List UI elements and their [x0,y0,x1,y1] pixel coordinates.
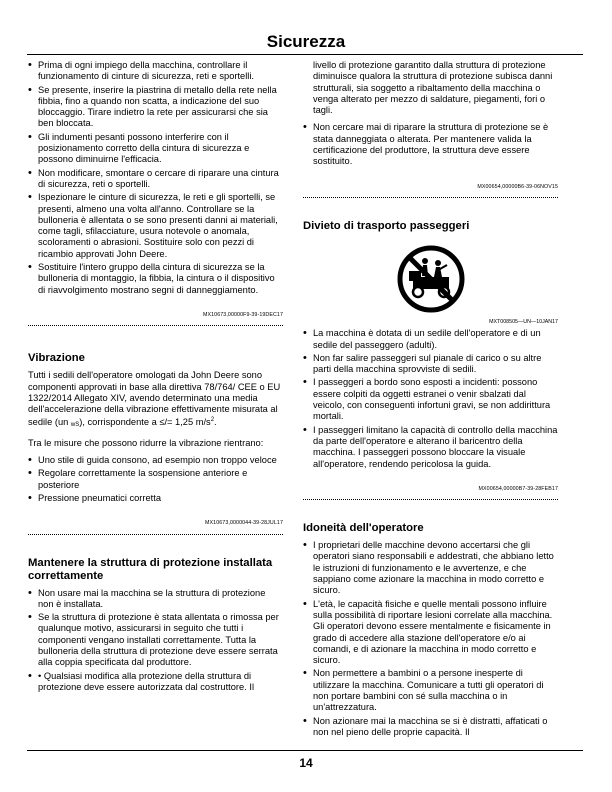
list-item: • Non far salire passeggeri sul pianale di carico o su altre parti della macchina sprovviste di sedili. [303,353,558,376]
section-heading-vibration: Vibrazione [28,352,85,365]
list-item: • Se la struttura di protezione è stata allentata o rimossa per qualunque motivo, assicurarsi in seguito che tutti i componenti vengano installati correttamente. Tutta la bulloneria della struttura di protezione deve essere serrata alla coppia specificata dal produttore. [28,612,283,668]
list-item: • • Qualsiasi modifica alla protezione della struttura di protezione deve essere autorizzata dal costruttore. Il [28,671,283,694]
no-passengers-icon [391,243,471,315]
list-item: • Uno stile di guida consono, ad esempio non troppo veloce [28,455,283,466]
vibration-bullet-list [28,455,283,504]
footer-divider [27,750,583,751]
list-item: • Ispezionare le cinture di sicurezza, le reti e gli sportelli, se presenti, almeno una volta all'anno. Controllare se la bulloneria è allentata o se sono presenti danni ai materiali, come tagli, sfilacciature, usura notevole o anomala, scoloramenti o abrasioni. Sostituire solo con pezzi di ricambio approvati John Deere. [28,192,283,260]
seatbelt-bullet-list [28,60,283,296]
vibration-text-tail: . [214,417,217,428]
vibration-subscript: wS [70,422,80,429]
list-item: • Non cercare mai di riparare la struttura di protezione se è stata danneggiata o alterata. Per mantenere valida la certificazione del produttore, la struttura deve essere sostituito. [303,122,558,167]
section-heading-protective-structure: Mantenere la struttura di protezione installata correttamente [28,556,273,582]
list-item: • I passeggeri a bordo sono esposti a incidenti: possono essere colpiti da oggetti estranei o venir sbalzati dal veicolo, con conseguenti infortuni gravi, se non addirittura mortali. [303,377,558,422]
list-item: • Non azionare mai la macchina se si è distratti, affaticati o non nel pieno delle proprie capacità. Il [303,716,558,739]
list-item: • Non permettere a bambini o a persone inesperte di utilizzare la macchina. Comunicare a tutti gli operatori di non portare bambini con sé sulla macchina o in un'attrezzatura. [303,668,558,713]
operator-bullet-list [303,540,558,738]
document-code: MX10673,00000F9-39-19DEC17 [202,311,283,318]
figure-caption: MXT008505—UN—10JAN17 [489,318,558,325]
title-divider [27,54,583,55]
list-item: • Regolare correttamente la sospensione anteriore e posteriore [28,468,283,491]
section-heading-operator-fitness: Idoneità dell'operatore [303,522,424,535]
document-code: MX00654,00000B7-39-28FEB17 [478,485,558,492]
list-item: • Gli indumenti pesanti possono interferire con il posizionamento corretto della cintura di sicurezza e possono diminuirne l'efficacia. [28,132,283,166]
list-item: • La macchina è dotata di un sedile dell'operatore e di un sedile del passeggero (adulti). [303,328,558,351]
vibration-measures-paragraph: Tra le misure che possono ridurre la vibrazione rientrano: [28,437,264,448]
list-item: • L'età, le capacità fisiche e quelle mentali possono influire sulla possibilità di riportare lesioni correlate alla macchina. Gli operatori devono essere mentalmente e fisicamente in grado di accedere alla stazione dell'operatore e/o ai comandi, e di azionare la macchina in modo corretto e sicuro. [303,599,558,667]
left-column [28,60,283,695]
repair-bullet-list [303,122,558,167]
continuation-paragraph: livello di protezione garantito dalla struttura di protezione diminuisce qualora la struttura di protezione subisca danni strutturali, sia soggetto a ribaltamento della macchina o venga alterato per mezzo di saldature, piegamenti, fori o tagli. [313,60,553,116]
list-item: • Non modificare, smontare o cercare di riparare una cintura di sicurezza, reti o sportelli. [28,168,283,191]
list-item: • I passeggeri limitano la capacità di controllo della macchina da parte dell'operatore e alterano il baricentro della macchina. I passeggeri possono bloccare la visuale all'operatore, rendendo pericolosa la guida. [303,425,558,470]
page-number: 14 [299,756,313,770]
vibration-text-end: ), corrispondente a ≤/= 1,25 m/s [79,417,211,428]
vibration-text: Tutti i sedili dell'operatore omologati da John Deere sono componenti approvati in base alla direttiva 78/764/ CEE o EU 1322/2014 Allegato XIV, avendo determinato una media dell'accelerazione della vibrazione effettivamente misurata al sedile (un [28,370,281,428]
list-item: • Prima di ogni impiego della macchina, controllare il funzionamento di cinture di sicurezza, reti e sportelli. [28,60,283,83]
vibration-paragraph [28,370,283,432]
list-item: • Non usare mai la macchina se la struttura di protezione non è installata. [28,588,283,611]
passengers-bullet-list [303,328,558,470]
list-item: • Pressione pneumatici corretta [28,493,283,504]
list-item: • Sostituire l'intero gruppo della cintura di sicurezza se la bulloneria di montaggio, la fibbia, la cintura o il dispositivo di riavvolgimento mostrano segni di danneggiamento. [28,262,283,296]
section-heading-no-passengers: Divieto di trasporto passeggeri [303,219,470,232]
right-column [303,60,558,740]
list-item: • I proprietari delle macchine devono accertarsi che gli operatori siano responsabili e addestrati, che abbiano letto le istruzioni di funzionamento e le avvertenze, e che sappiano come azionare la macchina in modo corretto e sicuro. [303,540,558,596]
page-title: Sicurezza [266,32,346,51]
structure-bullet-list [28,588,283,694]
document-code: MX00654,00000B6-39-06NOV15 [477,183,558,190]
vibration-superscript: 2 [210,417,215,424]
document-code: MX10673,0000044-39-28JUL17 [205,520,283,527]
list-item: • Se presente, inserire la piastrina di metallo della rete nella fibbia, fino a quando non scatta, a indicazione del suo bloccaggio. Tirare indietro la rete per assicurarsi che sia ben bloccata. [28,85,283,130]
